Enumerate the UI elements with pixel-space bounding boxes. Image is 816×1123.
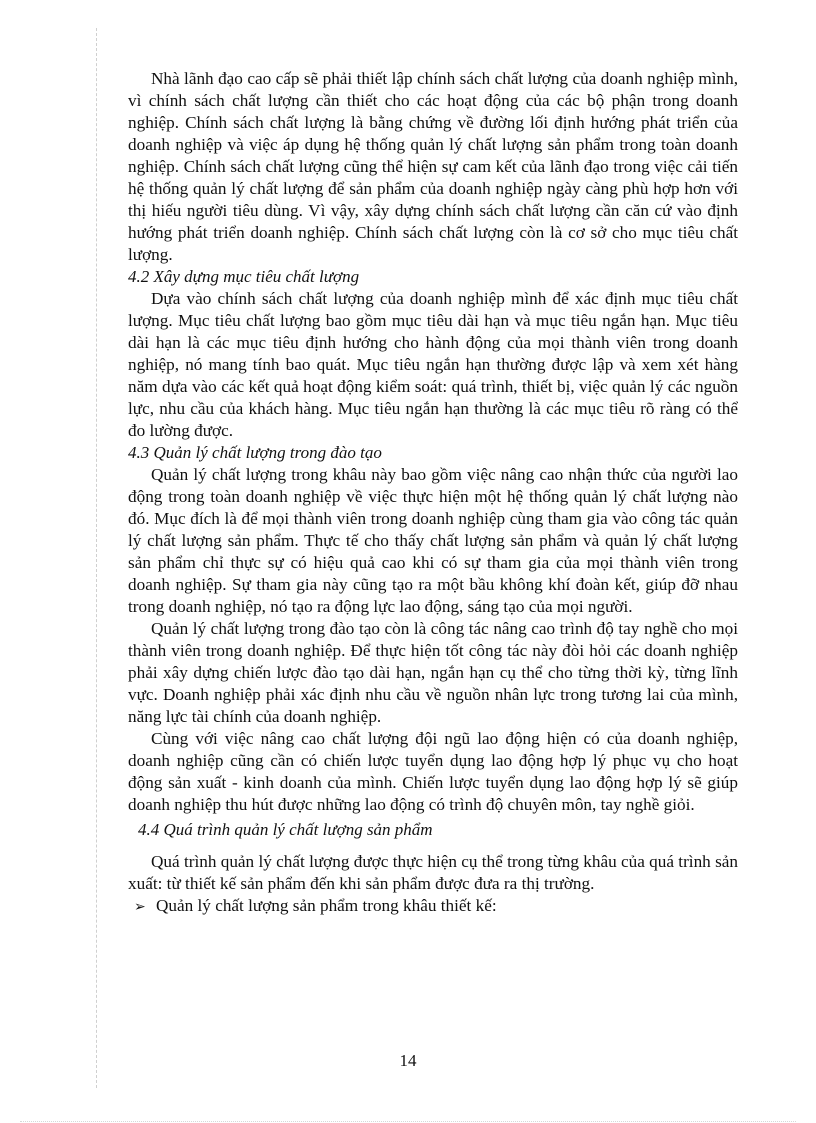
page-margin-guide-left <box>96 28 97 1088</box>
section-4-2-paragraph: Dựa vào chính sách chất lượng của doanh nghiệp mình để xác định mục tiêu chất lượng. Mục tiêu chất lượng bao gồm mục tiêu dài hạn và mục tiêu ngắn hạn. Mục tiêu dài hạn là các mục tiêu định hướng cho hành động của mọi thành viên trong doanh nghiệp, nó mang tính bao quát. Mục tiêu ngắn hạn thường được lập và xem xét hàng năm dựa vào các kết quả hoạt động kiểm soát: quá trình, thiết bị, việc quản lý các nguồn lực, nhu cầu của khách hàng. Mục tiêu ngắn hạn thường là các mục tiêu rõ ràng có thể đo lường được. <box>128 289 738 440</box>
section-heading-4-3: 4.3 Quản lý chất lượng trong đào tạo <box>128 443 382 462</box>
section-4-3-paragraph-2: Quản lý chất lượng trong đào tạo còn là công tác nâng cao trình độ tay nghề cho mọi thành viên trong doanh nghiệp. Để thực hiện tốt công tác này đòi hỏi các doanh nghiệp phải xây dựng chiến lược đào tạo dài hạn, ngắn hạn cụ thể cho từng thời kỳ, từng lĩnh vực. Doanh nghiệp phải xác định nhu cầu về nguồn nhân lực trong tương lai của mình, năng lực tài chính của doanh nghiệp. <box>128 619 738 726</box>
section-4-4-paragraph: Quá trình quản lý chất lượng được thực hiện cụ thể trong từng khâu của quá trình sản xuất: từ thiết kế sản phẩm đến khi sản phẩm được đưa ra thị trường. <box>128 852 738 893</box>
page-content <box>128 68 738 918</box>
page-margin-guide-bottom <box>20 1121 796 1122</box>
intro-paragraph: Nhà lãnh đạo cao cấp sẽ phải thiết lập chính sách chất lượng của doanh nghiệp mình, vì chính sách chất lượng cần thiết cho các hoạt động của các bộ phận trong doanh nghiệp. Chính sách chất lượng là bằng chứng về đường lối định hướng phát triển của doanh nghiệp và việc áp dụng hệ thống quản lý chất lượng sản phẩm trong toàn doanh nghiệp. Chính sách chất lượng cũng thể hiện sự cam kết của lãnh đạo trong việc cải tiến hệ thống quản lý chất lượng để sản phẩm của doanh nghiệp ngày càng phù hợp hơn với thị hiếu người tiêu dùng. Vì vậy, xây dựng chính sách chất lượng cần căn cứ vào định hướng phát triển doanh nghiệp. Chính sách chất lượng còn là cơ sở cho mục tiêu chất lượng. <box>128 69 738 264</box>
arrowhead-bullet-icon: ➢ <box>134 899 146 915</box>
section-4-3-paragraph-1: Quản lý chất lượng trong khâu này bao gồm việc nâng cao nhận thức của người lao động trong toàn doanh nghiệp về việc thực hiện một hệ thống quản lý chất lượng nào đó. Mục đích là để mọi thành viên trong doanh nghiệp cùng tham gia vào công tác quản lý chất lượng sản phẩm. Thực tế cho thấy chất lượng sản phẩm và quản lý chất lượng sản phẩm chỉ thực sự có hiệu quả cao khi có sự tham gia của mọi thành viên trong doanh nghiệp. Sự tham gia này cũng tạo ra một bầu không khí đoàn kết, giúp đỡ nhau trong doanh nghiệp, nó tạo ra động lực lao động, sáng tạo của mọi người. <box>128 465 738 616</box>
section-heading-4-2: 4.2 Xây dựng mục tiêu chất lượng <box>128 267 360 286</box>
bullet-item <box>128 895 738 918</box>
section-4-3-paragraph-3: Cùng với việc nâng cao chất lượng đội ngũ lao động hiện có của doanh nghiệp, doanh nghiệp cũng cần có chiến lược tuyển dụng lao động hợp lý phục vụ cho hoạt động sản xuất - kinh doanh của mình. Chiến lược tuyển dụng lao động hợp lý sẽ giúp doanh nghiệp thu hút được những lao động có trình độ chuyên môn, tay nghề giỏi. <box>128 729 738 814</box>
page-number: 14 <box>399 1051 417 1070</box>
section-heading-4-4: 4.4 Quá trình quản lý chất lượng sản phẩm <box>138 820 433 839</box>
bullet-text: Quản lý chất lượng sản phẩm trong khâu thiết kế: <box>156 896 497 915</box>
